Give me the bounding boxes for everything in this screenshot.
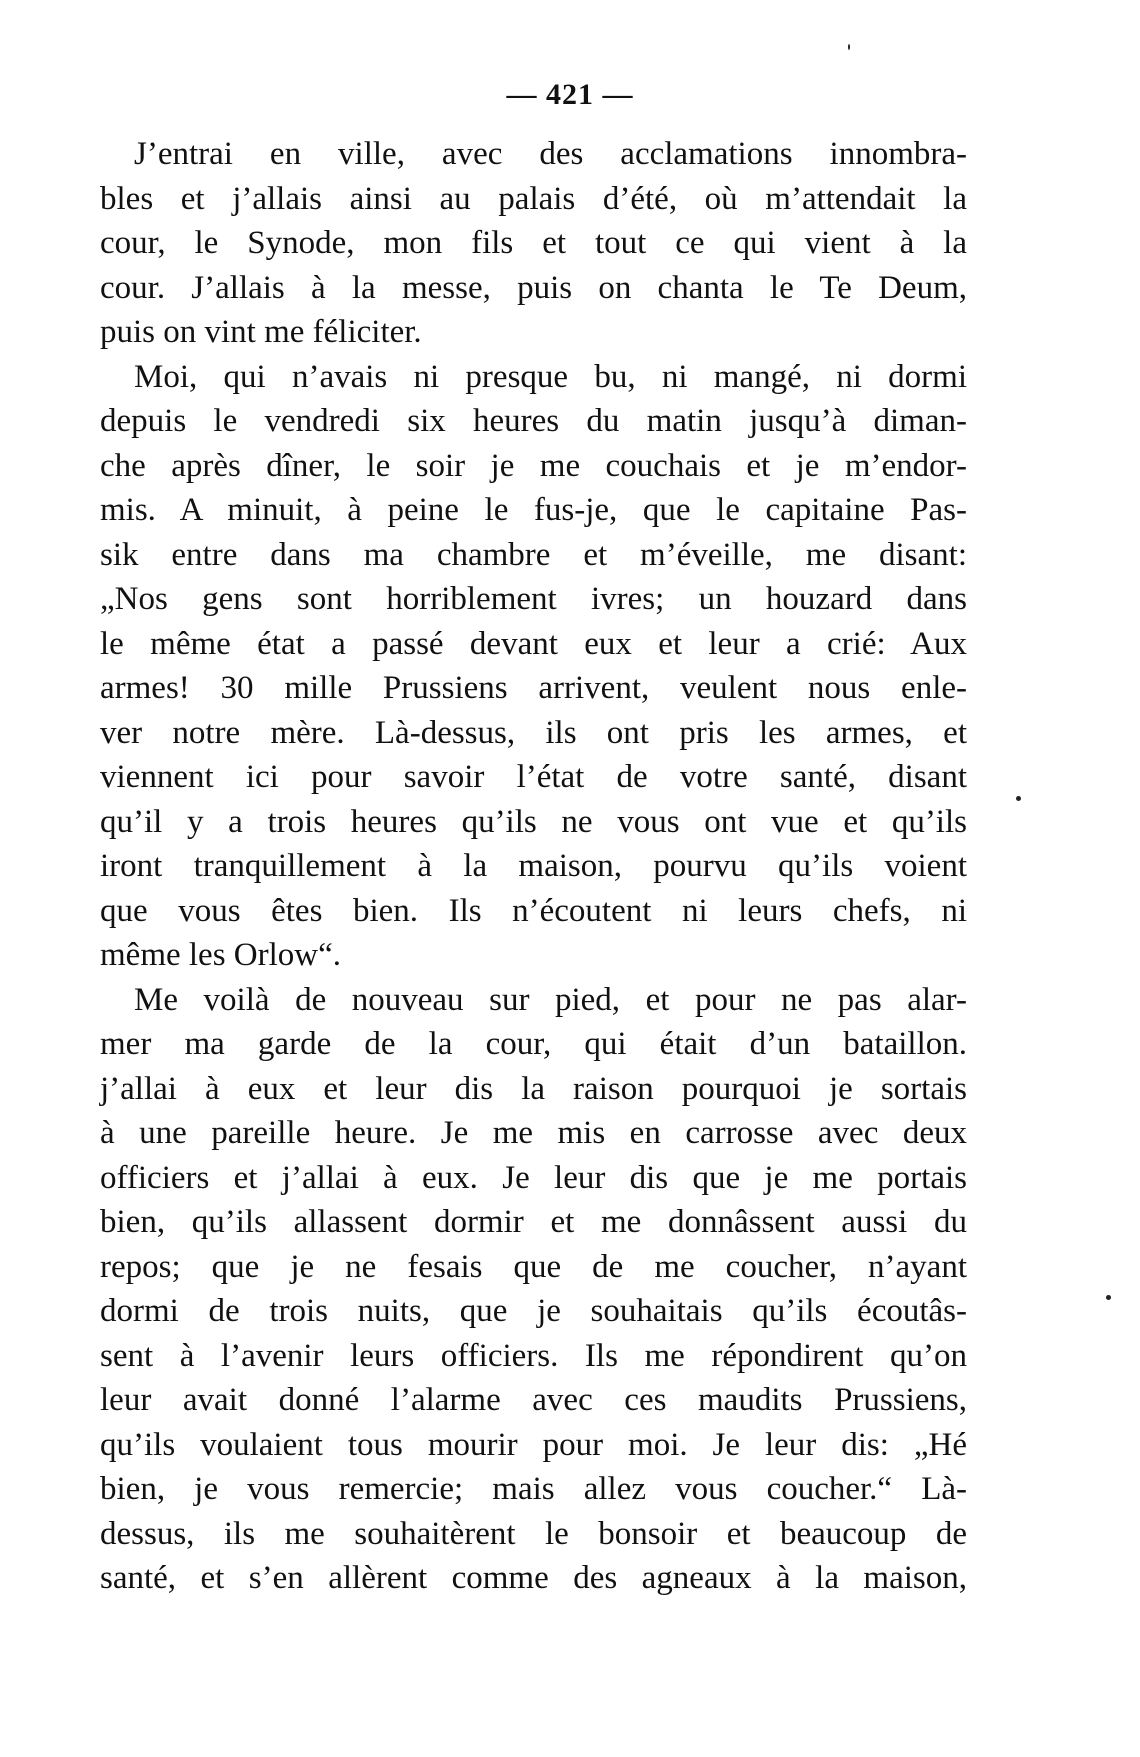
text-line: che après dîner, le soir je me couchais et je m’endor- [100, 447, 967, 484]
text-line: même les Orlow“. [100, 937, 342, 973]
text-line: ver notre mère. Là-dessus, ils ont pris les armes, et [100, 714, 967, 751]
text-line: bien, qu’ils allassent dormir et me donnâssent aussi du [100, 1204, 967, 1240]
text-line: mer ma garde de la cour, qui était d’un bataillon. [100, 1026, 967, 1062]
text-line: bles et j’allais ainsi au palais d’été, où m’attendait la [100, 180, 967, 217]
text-line: cour. J’allais à la messe, puis on chanta le Te Deum, [100, 269, 967, 306]
text-line: à une pareille heure. Je me mis en carrosse avec deux [100, 1115, 967, 1151]
text-line: que vous êtes bien. Ils n’écoutent ni leurs chefs, ni [100, 892, 967, 929]
page-text [100, 132, 967, 1601]
text-line: bien, je vous remercie; mais allez vous coucher.“ Là- [100, 1471, 967, 1507]
text-line: Me voilà de nouveau sur pied, et pour ne pas alar- [134, 981, 967, 1018]
scan-speck [1106, 1295, 1111, 1300]
scan-speck [848, 44, 850, 50]
text-line: repos; que je ne fesais que de me coucher, n’ayant [100, 1248, 967, 1285]
text-line: sik entre dans ma chambre et m’éveille, me disant: [100, 536, 967, 573]
text-line: dormi de trois nuits, que je souhaitais qu’ils écoutâs- [100, 1293, 967, 1329]
text-line: „Nos gens sont horriblement ivres; un houzard dans [100, 581, 967, 617]
text-line: qu’ils voulaient tous mourir pour moi. Je leur dis: „Hé [100, 1426, 967, 1463]
text-line: viennent ici pour savoir l’état de votre santé, disant [100, 759, 967, 795]
text-line: puis on vint me féliciter. [100, 314, 422, 350]
page-number: — 421 — [506, 78, 634, 111]
text-line: le même état a passé devant eux et leur a crié: Aux [100, 625, 967, 662]
text-line: qu’il y a trois heures qu’ils ne vous ont vue et qu’ils [100, 803, 967, 840]
text-line: sent à l’avenir leurs officiers. Ils me répondirent qu’on [100, 1337, 967, 1374]
text-line: J’entrai en ville, avec des acclamations innombra- [134, 136, 967, 172]
text-line: iront tranquillement à la maison, pourvu qu’ils voient [100, 848, 967, 884]
text-line: leur avait donné l’alarme avec ces maudits Prussiens, [100, 1382, 967, 1418]
text-line: armes! 30 mille Prussiens arrivent, veulent nous enle- [100, 670, 967, 706]
text-line: officiers et j’allai à eux. Je leur dis que je me portais [100, 1159, 967, 1196]
text-line: santé, et s’en allèrent comme des agneaux à la maison, [100, 1560, 967, 1596]
text-line: Moi, qui n’avais ni presque bu, ni mangé, ni dormi [134, 358, 967, 395]
text-line: cour, le Synode, mon fils et tout ce qui vient à la [100, 225, 967, 261]
text-line: j’allai à eux et leur dis la raison pourquoi je sortais [100, 1070, 967, 1107]
text-line: mis. A minuit, à peine le fus-je, que le capitaine Pas- [100, 492, 967, 528]
text-line: dessus, ils me souhaitèrent le bonsoir et beaucoup de [100, 1515, 967, 1552]
text-line: depuis le vendredi six heures du matin jusqu’à diman- [100, 403, 967, 439]
scan-speck [1016, 796, 1021, 801]
